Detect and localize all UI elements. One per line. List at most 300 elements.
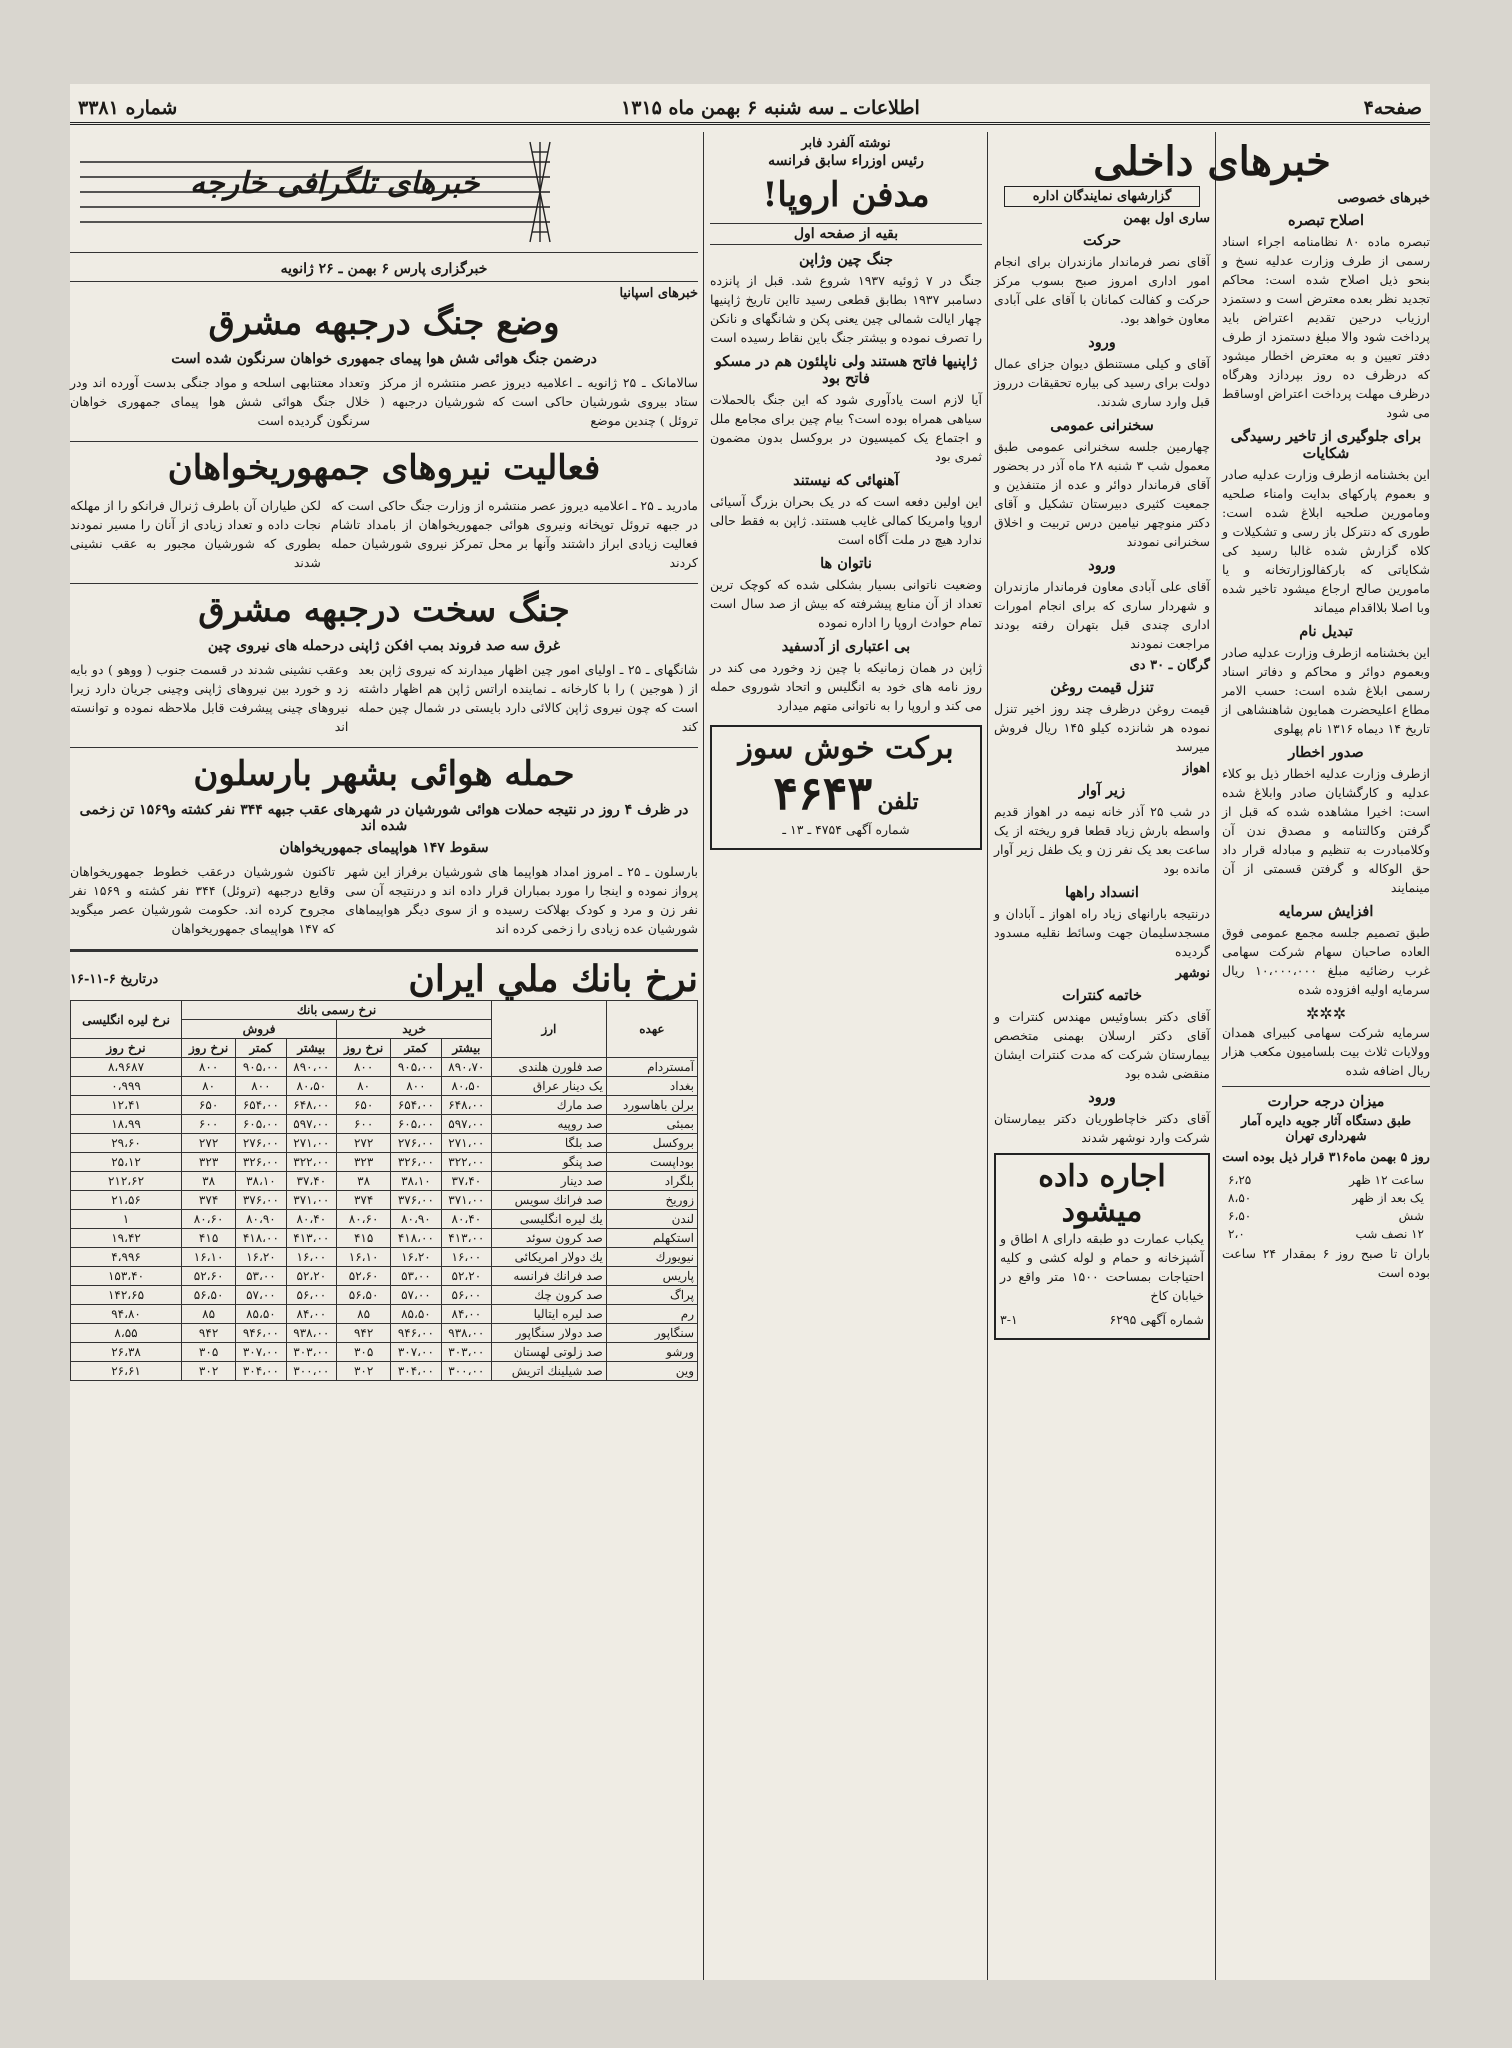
rates-city: رم <box>606 1305 697 1324</box>
column-provincial <box>994 132 1210 1980</box>
rates-value: ۹۴۶،۰۰ <box>236 1324 286 1343</box>
rates-city: نیویورك <box>606 1248 697 1267</box>
rent-advert-text: یکباب عمارت دو طبقه دارای ۸ اطاق و آشپزخانه و حمام و لوله کشی و کلیه احتیاجات بمساحت ۱۵۰۰ متر واقع در خیابان کاخ <box>1000 1231 1204 1303</box>
stove-advert-phone-row <box>716 766 976 820</box>
rates-value: ۲۱،۵۶ <box>71 1191 182 1210</box>
rates-value: ۵۶،۵۰ <box>182 1286 236 1305</box>
rates-city: بلگراد <box>606 1172 697 1191</box>
temperature-value: ۶،۲۵ <box>1228 1173 1252 1187</box>
rates-value: ۸۴،۰۰ <box>286 1305 336 1324</box>
rates-subhead-cell: بیشتر <box>441 1039 491 1058</box>
rates-currency: صد روپیه <box>492 1115 607 1134</box>
stove-advert-footer: شماره آگهی ۴۷۵۴ ـ ۱۳ ـ <box>782 822 910 837</box>
war-body <box>70 373 698 435</box>
reports-head: گزارشهای نمایندگان اداره <box>1004 186 1200 207</box>
rates-row <box>71 1153 698 1172</box>
rates-city: لندن <box>606 1210 697 1229</box>
rates-city: وین <box>606 1362 697 1381</box>
rates-value: ۵۶،۵۰ <box>337 1286 391 1305</box>
article-continued: بقیه از صفحه اول <box>710 223 982 245</box>
rates-value: ۳۷۱،۰۰ <box>286 1191 336 1210</box>
rates-value: ۳۰۵ <box>337 1343 391 1362</box>
rates-value: ۶۵۰ <box>337 1096 391 1115</box>
rates-head-buy: خرید <box>337 1020 492 1039</box>
temperature-label: یک بعد از ظهر <box>1352 1191 1424 1205</box>
rates-value: ۲۷۶،۰۰ <box>391 1134 441 1153</box>
rates-value: ۱۲،۴۱ <box>71 1096 182 1115</box>
rates-value: ۱۶،۱۰ <box>182 1248 236 1267</box>
column-rule <box>703 132 704 1980</box>
rates-value: ۴۱۳،۰۰ <box>441 1229 491 1248</box>
barcelona-title: حمله هوائی بشهر بارسلون <box>193 754 575 794</box>
rates-head-country: عهده <box>606 1001 697 1058</box>
war-sub: درضمن جنگ هوائی شش هوا پیمای جمهوری خواهان سرنگون شده است <box>171 351 597 367</box>
rates-value: ۹۳۸،۰۰ <box>286 1324 336 1343</box>
article-kicker: نوشته آلفرد فابر <box>801 136 891 151</box>
rates-value: ۹۴،۸۰ <box>71 1305 182 1324</box>
rates-value: ۱۶،۰۰ <box>286 1248 336 1267</box>
rates-value: ۳۷،۴۰ <box>286 1172 336 1191</box>
islah-head: اصلاح تبصره <box>1288 212 1364 229</box>
rates-value: ۳۲۳ <box>337 1153 391 1172</box>
rates-value: ۶۰۰ <box>337 1115 391 1134</box>
afzayesh-head: افزایش سرمایه <box>1278 903 1374 920</box>
rates-currency: صد فرانك سویس <box>492 1191 607 1210</box>
vorud-head: ورود <box>1088 334 1116 351</box>
japan-head: ژاپنیها فاتح هستند ولی ناپلئون هم در مسکو فاتح بود <box>714 353 978 387</box>
rates-value: ۸۵ <box>337 1305 391 1324</box>
bietebari-head: بی اعتباری از آدسفید <box>781 638 911 655</box>
bietebari-text: ژاپن در همان زمانیکه با چین زد وخورد می کند در روز نامه های خود به انگلیس و اتحاد شوروی حمله می کند و اروپا را به ناتوانی متهم میدارد <box>710 660 982 713</box>
rates-value: ۳۰۰،۰۰ <box>441 1362 491 1381</box>
forces-body <box>70 496 698 577</box>
gheymat-head: تنزل قیمت روغن <box>1050 679 1154 696</box>
vorud2-head: ورود <box>1088 557 1116 574</box>
rates-value: ۶۰۵،۰۰ <box>236 1115 286 1134</box>
rates-value: ۶۵۴،۰۰ <box>391 1096 441 1115</box>
rates-currency: صد شیلینك اتریش <box>492 1362 607 1381</box>
war-title: وضع جنگ درجبهه مشرق <box>208 303 560 343</box>
rates-value: ۸۰۰ <box>337 1058 391 1077</box>
rates-value: ۸۹۰،۰۰ <box>286 1058 336 1077</box>
rent-advert-number: شماره آگهی ۶۲۹۵ <box>1109 1312 1204 1327</box>
ensedad-text: درنتیجه بارانهای زیاد راه اهواز ـ آبادان و مسجدسلیمان جهت وسائط نقلیه مسدود گردیده <box>994 906 1210 959</box>
rates-value: ۰،۹۹۹ <box>71 1077 182 1096</box>
rates-value: ۹۴۶،۰۰ <box>391 1324 441 1343</box>
rates-value: ۸،۹۶۸۷ <box>71 1058 182 1077</box>
rates-value: ۵۹۷،۰۰ <box>286 1115 336 1134</box>
rates-row <box>71 1058 698 1077</box>
rates-row <box>71 1134 698 1153</box>
rates-row <box>71 1286 698 1305</box>
rates-value: ۵۷،۰۰ <box>391 1286 441 1305</box>
ensedad-head: انسداد راهها <box>1065 884 1139 901</box>
rates-value: ۳۷۶،۰۰ <box>391 1191 441 1210</box>
hard-war-sub: غرق سه صد فروند بمب افکن ژاپنی درحمله های نیروی چین <box>207 638 561 654</box>
rates-row <box>71 1248 698 1267</box>
rates-value: ۹۰۵،۰۰ <box>236 1058 286 1077</box>
sari-head: ساری اول بهمن <box>1123 211 1210 226</box>
zir-text: در شب ۲۵ آذر خانه نیمه در اهواز قدیم واسطه بارش زیاد قطعا فرو ریخته از یک ساعت بعد یک نفر زن و یک طفل زیر آوار مانده بود <box>994 804 1210 876</box>
ahan-text: این اولین دفعه است که در یک بحران بزرگ آسیائی اروپا وامریکا کمالی غایب هستند. ژاپن به فقط حالی ندارد هیچ در ملت آگاه است <box>710 494 982 547</box>
divider <box>1222 1086 1430 1087</box>
rates-value: ۳۰۳،۰۰ <box>441 1343 491 1362</box>
rates-currency: صد فلورن هلندی <box>492 1058 607 1077</box>
rates-value: ۳۲۲،۰۰ <box>441 1153 491 1172</box>
rates-currency: صد پنگو <box>492 1153 607 1172</box>
rates-value: ۳۰۴،۰۰ <box>391 1362 441 1381</box>
hard-war-text-right: شانگهای ـ ۲۵ ـ اولیای امور چین اظهار میدارند که نیروی ژاپن بعد از ( هوجین ) را با کارخانه ـ نماینده اراتس ژاپن هم اظهار داشته است که چون نیروی ژاپن کالائی دارد بایستی در شمال چین حمله کند <box>358 662 698 734</box>
divider <box>70 949 698 952</box>
rates-row <box>71 1172 698 1191</box>
gorgan-head: گرگان ـ ۳۰ دی <box>1129 658 1210 673</box>
rates-value: ۵۶،۰۰ <box>286 1286 336 1305</box>
sokhanrani-head: سخنرانی عمومی <box>1050 417 1154 434</box>
rates-value: ۳۰۷،۰۰ <box>236 1343 286 1362</box>
ornament-icon: ✲✲✲ <box>1305 1004 1347 1023</box>
rates-value: ۱۸،۹۹ <box>71 1115 182 1134</box>
rates-date: درتاریخ ۶-۱۱-۱۶ <box>70 971 159 987</box>
ahvaz-head: اهواز <box>1182 761 1210 776</box>
rates-value: ۳۷۴ <box>337 1191 391 1210</box>
islah-text: تبصره ماده ۸۰ نظامنامه اجراء اسناد رسمی از طرف وزارت عدلیه نسخ و بنحو ذیل اصلاح شده است: محاکم تجدید نظر بعده معترض است و دستمزد ارزیاب درحین تقدیم اعتراض باید پرداخت شود والا مبلغ دستمزد از طرف دفتر تعیین و به معترض اخطار میشود که درظرف ده روز بپردازد وهرگاه درظرف مهلت پرداخت اعتراض اوساقط می شود <box>1222 234 1430 420</box>
rates-currency: یك لیره انگلیسی <box>492 1210 607 1229</box>
rates-value: ۳۸ <box>337 1172 391 1191</box>
temperature-label: ۱۲ نصف شب <box>1355 1227 1424 1241</box>
rates-value: ۳۷،۴۰ <box>441 1172 491 1191</box>
rates-value: ۸۵ <box>182 1305 236 1324</box>
rates-value: ۸۰۰ <box>182 1058 236 1077</box>
rates-value: ۳۰۲ <box>182 1362 236 1381</box>
paper-date: اطلاعات ـ سه شنبه ۶ بهمن ماه ۱۳۱۵ <box>621 97 920 119</box>
rates-value: ۸۵،۵۰ <box>236 1305 286 1324</box>
rates-value: ۳۰۰،۰۰ <box>286 1362 336 1381</box>
rates-value: ۳۲۳ <box>182 1153 236 1172</box>
rates-value: ۲۵،۱۲ <box>71 1153 182 1172</box>
rates-value: ۱۹،۴۲ <box>71 1229 182 1248</box>
rent-advert <box>994 1153 1210 1340</box>
temperature-note: روز ۵ بهمن ماه۳۱۶ قرار ذیل بوده است <box>1222 1149 1430 1164</box>
divider <box>70 583 698 584</box>
sodur-text: ازطرف وزارت عدلیه اخطار ذیل بو کلاء عدلیه و کارگشایان صادر وابلاغ شده است: اخیرا مشاهده شده که قبل از گرفتن وکالتنامه و مصدق ندن آن وکلامبادرت به تنظیم و مبادله قرار داد حق الوکاله و گرفتن قسمتی از آن مینمایند <box>1222 766 1430 895</box>
rates-value: ۶۴۸،۰۰ <box>441 1096 491 1115</box>
rates-value: ۳۰۷،۰۰ <box>391 1343 441 1362</box>
rates-currency: صد بلگا <box>492 1134 607 1153</box>
forces-text-right: مادرید ـ ۲۵ ـ اعلامیه دیروز عصر منتشره از وزارت جنگ حاکی است که در جبهه تروئل توپخانه ونیروی هوائی جمهوریخواهان از بامداد تاشام فعالیت زیادی ابراز داشتند وآنها بر محل تمرکز نیروی شورشیان حمله کردند <box>330 498 698 570</box>
rates-value: ۳۲۲،۰۰ <box>286 1153 336 1172</box>
khateme-text: آقای دکتر بساوئیس مهندس کنترات و آقای دکتر ارسلان بهمنی متخصص بیمارستان شرکت که مدت کنترات ایشان منقضی شده بود <box>994 1009 1210 1081</box>
article-subkicker: رئیس اوزراء سابق فرانسه <box>768 153 924 169</box>
sokhanrani-text: چهارمین جلسه سخنرانی عمومی طبق معمول شب ۳ شنبه ۲۸ ماه آذر در بحضور آقای فرماندار دوائر و عده از متنفذین و جمعیت کثیری دبیرستان تشکیل و آقای دکتر منوچهر نیامین درس تربیت و اخلاق سخنرانی نمودند <box>994 439 1211 549</box>
rates-value: ۸۰،۴۰ <box>441 1210 491 1229</box>
stove-advert-phone-label: تلفن <box>877 789 919 815</box>
sherkat-text: سرمایه شرکت سهامی کبیرای همدان وولایات ثلاث بیت بلسامیون مکعب هزار ریال اضافه شده <box>1222 1025 1430 1078</box>
tabdil-head: تبدیل نام <box>1299 623 1353 640</box>
rates-subhead-cell: نرخ روز <box>337 1039 391 1058</box>
rates-city: زوریخ <box>606 1191 697 1210</box>
tabdil-text: این بخشنامه ازطرف وزارت عدلیه صادر وبعموم دوائر و محاکم و دفاتر اسناد رسمی ابلاغ شده است: حسب الامر مطاع اعلیحضرت همایون شاهنشاهی از تاریخ ۱۴ دیماه ۱۳۱۶ نام پهلوی <box>1222 645 1430 736</box>
rates-currency: صد مارك <box>492 1096 607 1115</box>
rates-value: ۶۴۸،۰۰ <box>286 1096 336 1115</box>
rates-value: ۱۶،۲۰ <box>236 1248 286 1267</box>
spacer <box>994 132 1210 182</box>
column-rule <box>987 132 988 1980</box>
afzayesh-text: طبق تصمیم جلسه مجمع عمومی فوق العاده صاحبان سهام شرکت سهامی غرب رضائیه مبلغ ۱۰،۰۰۰،۰۰۰ ریال سرمایه اولیه افزوده شده <box>1222 925 1430 997</box>
foreign-news-title: خبرهای تلگرافی خارجه <box>190 166 480 201</box>
rates-city: سنگاپور <box>606 1324 697 1343</box>
rates-value: ۲۱۲،۶۲ <box>71 1172 182 1191</box>
temperature-footer: باران تا صبح روز ۶ بمقدار ۲۴ ساعت بوده است <box>1222 1246 1430 1280</box>
rates-value: ۳۸،۱۰ <box>236 1172 286 1191</box>
temperature-row <box>1224 1226 1428 1242</box>
rates-value: ۴۱۸،۰۰ <box>391 1229 441 1248</box>
rates-value: ۸۰،۹۰ <box>391 1210 441 1229</box>
rates-subhead-cell: نرخ روز <box>71 1039 182 1058</box>
rates-value: ۸۰ <box>337 1077 391 1096</box>
rates-value: ۲۷۲ <box>182 1134 236 1153</box>
rates-value: ۲۶،۶۱ <box>71 1362 182 1381</box>
forces-title: فعالیت نیروهای جمهوریخواهان <box>167 448 601 488</box>
rates-currency: صد دینار <box>492 1172 607 1191</box>
rates-value: ۲۷۲ <box>337 1134 391 1153</box>
jang-text: جنگ در ۷ ژوئیه ۱۹۳۷ شروع شد. قبل از پانزده دسامبر ۱۹۳۷ بطابق قطعی رسید تااین تاریخ ژاپنیها چهار ایالت شمالی چین یعنی پکن و شانگهای و نانکن را تصرف نموده و بیشتر جنگ باین نقاط رسیده است <box>710 273 983 345</box>
jang-head: جنگ چین وژاپن <box>799 251 893 268</box>
rates-currency: یك دولار امریکائی <box>492 1248 607 1267</box>
rates-city: پراگ <box>606 1286 697 1305</box>
rates-value: ۳۲۶،۰۰ <box>391 1153 441 1172</box>
jelogiri-text: این بخشنامه ازطرف وزارت عدلیه صادر و بعموم پارکهای بدایت وامناء صلحیه ومامورین صلحیه ابلاغ شده است: طوری که دنترکل باز رسی و تشکیلات و کلاه گزارش شده غالبا رسید کی شکایاتی که بارکفالوزارتخانه و یا مامورین صالح ارجاع میشود تاخیر شده وبا اصلا بلااقدام میماند <box>1222 467 1430 615</box>
rates-value: ۸۰،۹۰ <box>236 1210 286 1229</box>
gheymat-text: قیمت روغن درظرف چند روز اخیر تنزل نموده هر شانزده کیلو ۱۴۵ ریال فروش میرسد <box>994 701 1210 754</box>
natavan-text: وضعیت ناتوانی بسیار بشکلی شده که کوچک ترین تعداد از آن منابع پیشرفته که بیش از صد سال است تمام حوادث اروپا را اداره نموده <box>710 577 982 630</box>
rates-row <box>71 1191 698 1210</box>
temperature-value: ۶،۵۰ <box>1228 1209 1252 1223</box>
zir-head: زیر آوار <box>1078 782 1126 799</box>
rates-value: ۳۷۱،۰۰ <box>441 1191 491 1210</box>
nowshahr-head: نوشهر <box>1175 966 1210 981</box>
japan-text: آیا لازم است یادآوری شود که این جنگ بالحملات سیاهی همراه بوده است؟ بیام چین برای مجامع ملل و اجتماع یک کمیسیون در بروکسل بدون مضمون ثمری بود <box>710 392 982 464</box>
barcelona-sub2: سقوط ۱۴۷ هواپیمای جمهوریخواهان <box>279 840 489 856</box>
rates-city: بوداپست <box>606 1153 697 1172</box>
rates-head-official: نرخ رسمی بانك <box>182 1001 492 1020</box>
sodur-head: صدور اخطار <box>1288 744 1364 761</box>
rates-row <box>71 1343 698 1362</box>
rates-value: ۹۳۸،۰۰ <box>441 1324 491 1343</box>
section-title-domestic: خبرهای داخلی <box>1093 138 1331 185</box>
war-text-right: سالامانک ـ ۲۵ ژانویه ـ اعلامیه دیروز عصر منتشره از مرکز ستاد بیروی شورشیان حاکی است که شورشیان درجبهه ( تروئل ) چندین موضع <box>380 375 698 428</box>
rates-value: ۱۶،۱۰ <box>337 1248 391 1267</box>
rates-head-pound: نرخ لیره انگلیسی <box>71 1001 182 1039</box>
jelogiri-head: برای جلوگیری از تاخیر رسیدگی شکایات <box>1230 428 1422 462</box>
rates-value: ۳۷۶،۰۰ <box>236 1191 286 1210</box>
rates-currency: صد کرون سوئد <box>492 1229 607 1248</box>
vorud3-head: ورود <box>1088 1089 1116 1106</box>
ahan-head: آهنهائی که نیستند <box>793 472 899 489</box>
temperature-row <box>1224 1208 1428 1224</box>
rates-value: ۲۷۶،۰۰ <box>236 1134 286 1153</box>
rent-advert-footer <box>1000 1310 1204 1329</box>
rates-value: ۲۷۱،۰۰ <box>286 1134 336 1153</box>
barcelona-body <box>70 862 698 943</box>
vorud-text: آقای و کیلی مستنطق دیوان جزای عمال دولت برای رسید کی بیاره تحقیقات درروز قبل وارد ساری شدند. <box>994 356 1210 409</box>
rates-head-sell: فروش <box>182 1020 337 1039</box>
stove-advert-title: برکت خوش سوز <box>738 731 954 766</box>
temperature-value: ۸،۵۰ <box>1228 1191 1252 1205</box>
rent-advert-code: ۳-۱ <box>1000 1312 1018 1327</box>
temperature-label: ساعت ۱۲ ظهر <box>1349 1173 1424 1187</box>
newspaper-page <box>70 84 1430 1980</box>
rates-value: ۱۶،۰۰ <box>441 1248 491 1267</box>
rates-value: ۸۰۰ <box>391 1077 441 1096</box>
rates-value: ۶۵۴،۰۰ <box>236 1096 286 1115</box>
rates-subhead-cell: کمتر <box>236 1039 286 1058</box>
rates-value: ۵۲،۶۰ <box>337 1267 391 1286</box>
rates-row <box>71 1267 698 1286</box>
rates-value: ۵۳،۰۰ <box>391 1267 441 1286</box>
rates-value: ۳۸ <box>182 1172 236 1191</box>
rates-value: ۶۰۰ <box>182 1115 236 1134</box>
rates-subhead-cell: بیشتر <box>286 1039 336 1058</box>
rates-value: ۲۹،۶۰ <box>71 1134 182 1153</box>
rates-value: ۸۰۰ <box>236 1077 286 1096</box>
rates-value: ۳۰۲ <box>337 1362 391 1381</box>
rates-value: ۳۰۵ <box>182 1343 236 1362</box>
rates-row <box>71 1077 698 1096</box>
hard-war-body <box>70 660 698 741</box>
rates-city: بمبئی <box>606 1115 697 1134</box>
rates-value: ۹۴۲ <box>182 1324 236 1343</box>
temperature-sub: طبق دستگاه آثار جویه دایره آمار شهرداری تهران <box>1240 1113 1412 1143</box>
natavan-head: ناتوان ها <box>820 555 872 572</box>
rates-city: ورشو <box>606 1343 697 1362</box>
rates-value: ۵۳،۰۰ <box>236 1267 286 1286</box>
barcelona-text-left: تاکنون شورشیان درعقب خطوط جمهوریخواهان وقایع درجبهه (تروئل) ۳۴۴ نفر کشته و ۱۵۶۹ نفر مجروح کرده اند. حکومت شورشیان عصر میگوید که ۱۴۷ هواپیمای جمهوریخواهان <box>70 864 336 936</box>
rates-city: پاریس <box>606 1267 697 1286</box>
rates-value: ۸۰ <box>182 1077 236 1096</box>
forces-text-left: لکن طیاران آن باطرف ژنرال فرانکو را از مهلکه نجات داده و تعداد زیادی از آنان را مسیر نمودند بطوری که شورشیان مجبور به عقب نشینی شدند <box>70 498 321 570</box>
rates-value: ۸،۵۵ <box>71 1324 182 1343</box>
rates-value: ۵۹۷،۰۰ <box>441 1115 491 1134</box>
rates-row <box>71 1229 698 1248</box>
rates-value: ۱ <box>71 1210 182 1229</box>
harakat-head: حرکت <box>1082 232 1122 249</box>
rates-value: ۶۰۵،۰۰ <box>391 1115 441 1134</box>
rates-city: بغداد <box>606 1077 697 1096</box>
rates-value: ۴۱۳،۰۰ <box>286 1229 336 1248</box>
temperature-head: میزان درجه حرارت <box>1267 1093 1385 1110</box>
special-news-head: خبرهای خصوصی <box>1337 191 1430 206</box>
rates-value: ۳۰۳،۰۰ <box>286 1343 336 1362</box>
rates-row <box>71 1210 698 1229</box>
rates-currency: یک دینار عراق <box>492 1077 607 1096</box>
rates-currency: صد لیره ایتالیا <box>492 1305 607 1324</box>
rates-value: ۵۲،۲۰ <box>441 1267 491 1286</box>
rates-table <box>70 1000 698 1381</box>
temperature-value: ۲،۰ <box>1228 1227 1245 1241</box>
rates-value: ۸۰،۵۰ <box>441 1077 491 1096</box>
rates-value: ۳۰۴،۰۰ <box>236 1362 286 1381</box>
temperature-row <box>1224 1172 1428 1188</box>
column-foreign-news <box>70 132 698 1980</box>
spain-tag: خبرهای اسپانیا <box>619 286 698 301</box>
vorud2-text: آقای علی آبادی معاون فرماندار مازندران و شهردار ساری که برای انجام امورات اداری چندی قبل بتهران رفته بودند مراجعت نمودند <box>994 579 1210 651</box>
rates-value: ۲۶،۳۸ <box>71 1343 182 1362</box>
masthead <box>70 94 1430 125</box>
rent-advert-title: اجاره داده میشود <box>1038 1159 1166 1229</box>
stove-advert <box>710 725 982 850</box>
divider <box>70 441 698 442</box>
rates-value: ۸۵،۵۰ <box>391 1305 441 1324</box>
rates-head-currency: ارز <box>492 1001 607 1058</box>
rates-value: ۴۱۵ <box>337 1229 391 1248</box>
vorud3-text: آقای دکتر خاچاطوریان دکتر بیمارستان شرکت وارد نوشهر شدند <box>994 1111 1210 1145</box>
rates-value: ۹۰۵،۰۰ <box>391 1058 441 1077</box>
rates-value: ۳۸،۱۰ <box>391 1172 441 1191</box>
rates-currency: صد فرانك فرانسه <box>492 1267 607 1286</box>
temperature-row <box>1224 1190 1428 1206</box>
rates-value: ۲۷۱،۰۰ <box>441 1134 491 1153</box>
rates-value: ۳۷۴ <box>182 1191 236 1210</box>
barcelona-text-right: بارسلون ـ ۲۵ ـ امروز امداد هواپیما های شورشیان برفراز این شهر پرواز نموده و اینجا را مورد بمباران قرار داده اند و درنتیجه آن سی نفر زن و مرد و کودک بهلاکت رسیده و از سوی دیگر هواپیماهای شورشیان عده زیادی را زخمی کرده اند <box>345 864 698 936</box>
divider <box>70 747 698 748</box>
column-rule <box>1215 132 1216 1980</box>
rates-currency: صد زلوتی لهستان <box>492 1343 607 1362</box>
rates-row <box>71 1305 698 1324</box>
rates-city: آمستردام <box>606 1058 697 1077</box>
rates-city: برلن باهاسورد <box>606 1096 697 1115</box>
rates-value: ۸۹۰،۷۰ <box>441 1058 491 1077</box>
foreign-dateline: خبرگزاری پارس ۶ بهمن ـ ۲۶ ژانویه <box>70 257 698 282</box>
rates-row <box>71 1324 698 1343</box>
rates-value: ۸۰،۴۰ <box>286 1210 336 1229</box>
foreign-news-banner <box>70 132 698 253</box>
hard-war-text-left: وعقب نشینی شدند در قسمت جنوب ( ووهو ) دو بایه زد و خورد بین نیروهای ژاپنی وچینی جریان دارد زیرا نیروهای چینی پیشرفت قابل ملاحظه نموده و توانسته اند <box>70 662 349 734</box>
column-europe-article <box>710 132 982 1980</box>
rates-value: ۹۴۲ <box>337 1324 391 1343</box>
rates-subhead-cell: کمتر <box>391 1039 441 1058</box>
rates-value: ۸۰،۶۰ <box>182 1210 236 1229</box>
rates-value: ۴۱۸،۰۰ <box>236 1229 286 1248</box>
page-number: صفحه۴ <box>1363 97 1422 119</box>
harakat-text: آقای نصر فرماندار مازندران برای انجام امور اداری امروز صبح بسوب مرکز حرکت و کفالت کمانان با آقای علی آبادی معاون خواهد بود. <box>994 254 1210 326</box>
rates-value: ۴،۹۹۶ <box>71 1248 182 1267</box>
rates-value: ۸۰،۶۰ <box>337 1210 391 1229</box>
rates-row <box>71 1362 698 1381</box>
rates-value: ۸۴،۰۰ <box>441 1305 491 1324</box>
rates-value: ۵۶،۰۰ <box>441 1286 491 1305</box>
rates-value: ۴۱۵ <box>182 1229 236 1248</box>
khateme-head: خاتمه کنترات <box>1062 987 1142 1004</box>
rates-value: ۱۶،۲۰ <box>391 1248 441 1267</box>
temperature-table <box>1222 1170 1430 1244</box>
rates-value: ۸۰،۵۰ <box>286 1077 336 1096</box>
rates-city: بروکسل <box>606 1134 697 1153</box>
rates-header <box>70 958 698 1000</box>
rates-city: استکهلم <box>606 1229 697 1248</box>
rates-currency: صد دولار سنگاپور <box>492 1324 607 1343</box>
rates-currency: صد کرون چك <box>492 1286 607 1305</box>
article-title: مدفن اروپا! <box>762 175 930 215</box>
barcelona-sub: در ظرف ۴ روز در نتیجه حملات هوائی شورشیان در شهرهای عقب جبهه ۳۴۴ نفر کشته و۱۵۶۹ تن زخمی شده اند <box>79 802 689 834</box>
rates-value: ۱۴۲،۶۵ <box>71 1286 182 1305</box>
rates-row <box>71 1096 698 1115</box>
war-text-left: وتعداد معتنابهی اسلحه و مواد جنگی بدست آورده اند ودر خلال جنگ هوائی شش هوا پیمای جمهوری خواهان سرنگون گردیده است <box>70 375 371 428</box>
hard-war-title: جنگ سخت درجبهه مشرق <box>198 590 570 630</box>
rates-title: نرخ بانك ملي ايران <box>408 958 698 1000</box>
rates-value: ۳۲۶،۰۰ <box>236 1153 286 1172</box>
temperature-label: شش <box>1398 1209 1424 1223</box>
rates-value: ۵۷،۰۰ <box>236 1286 286 1305</box>
